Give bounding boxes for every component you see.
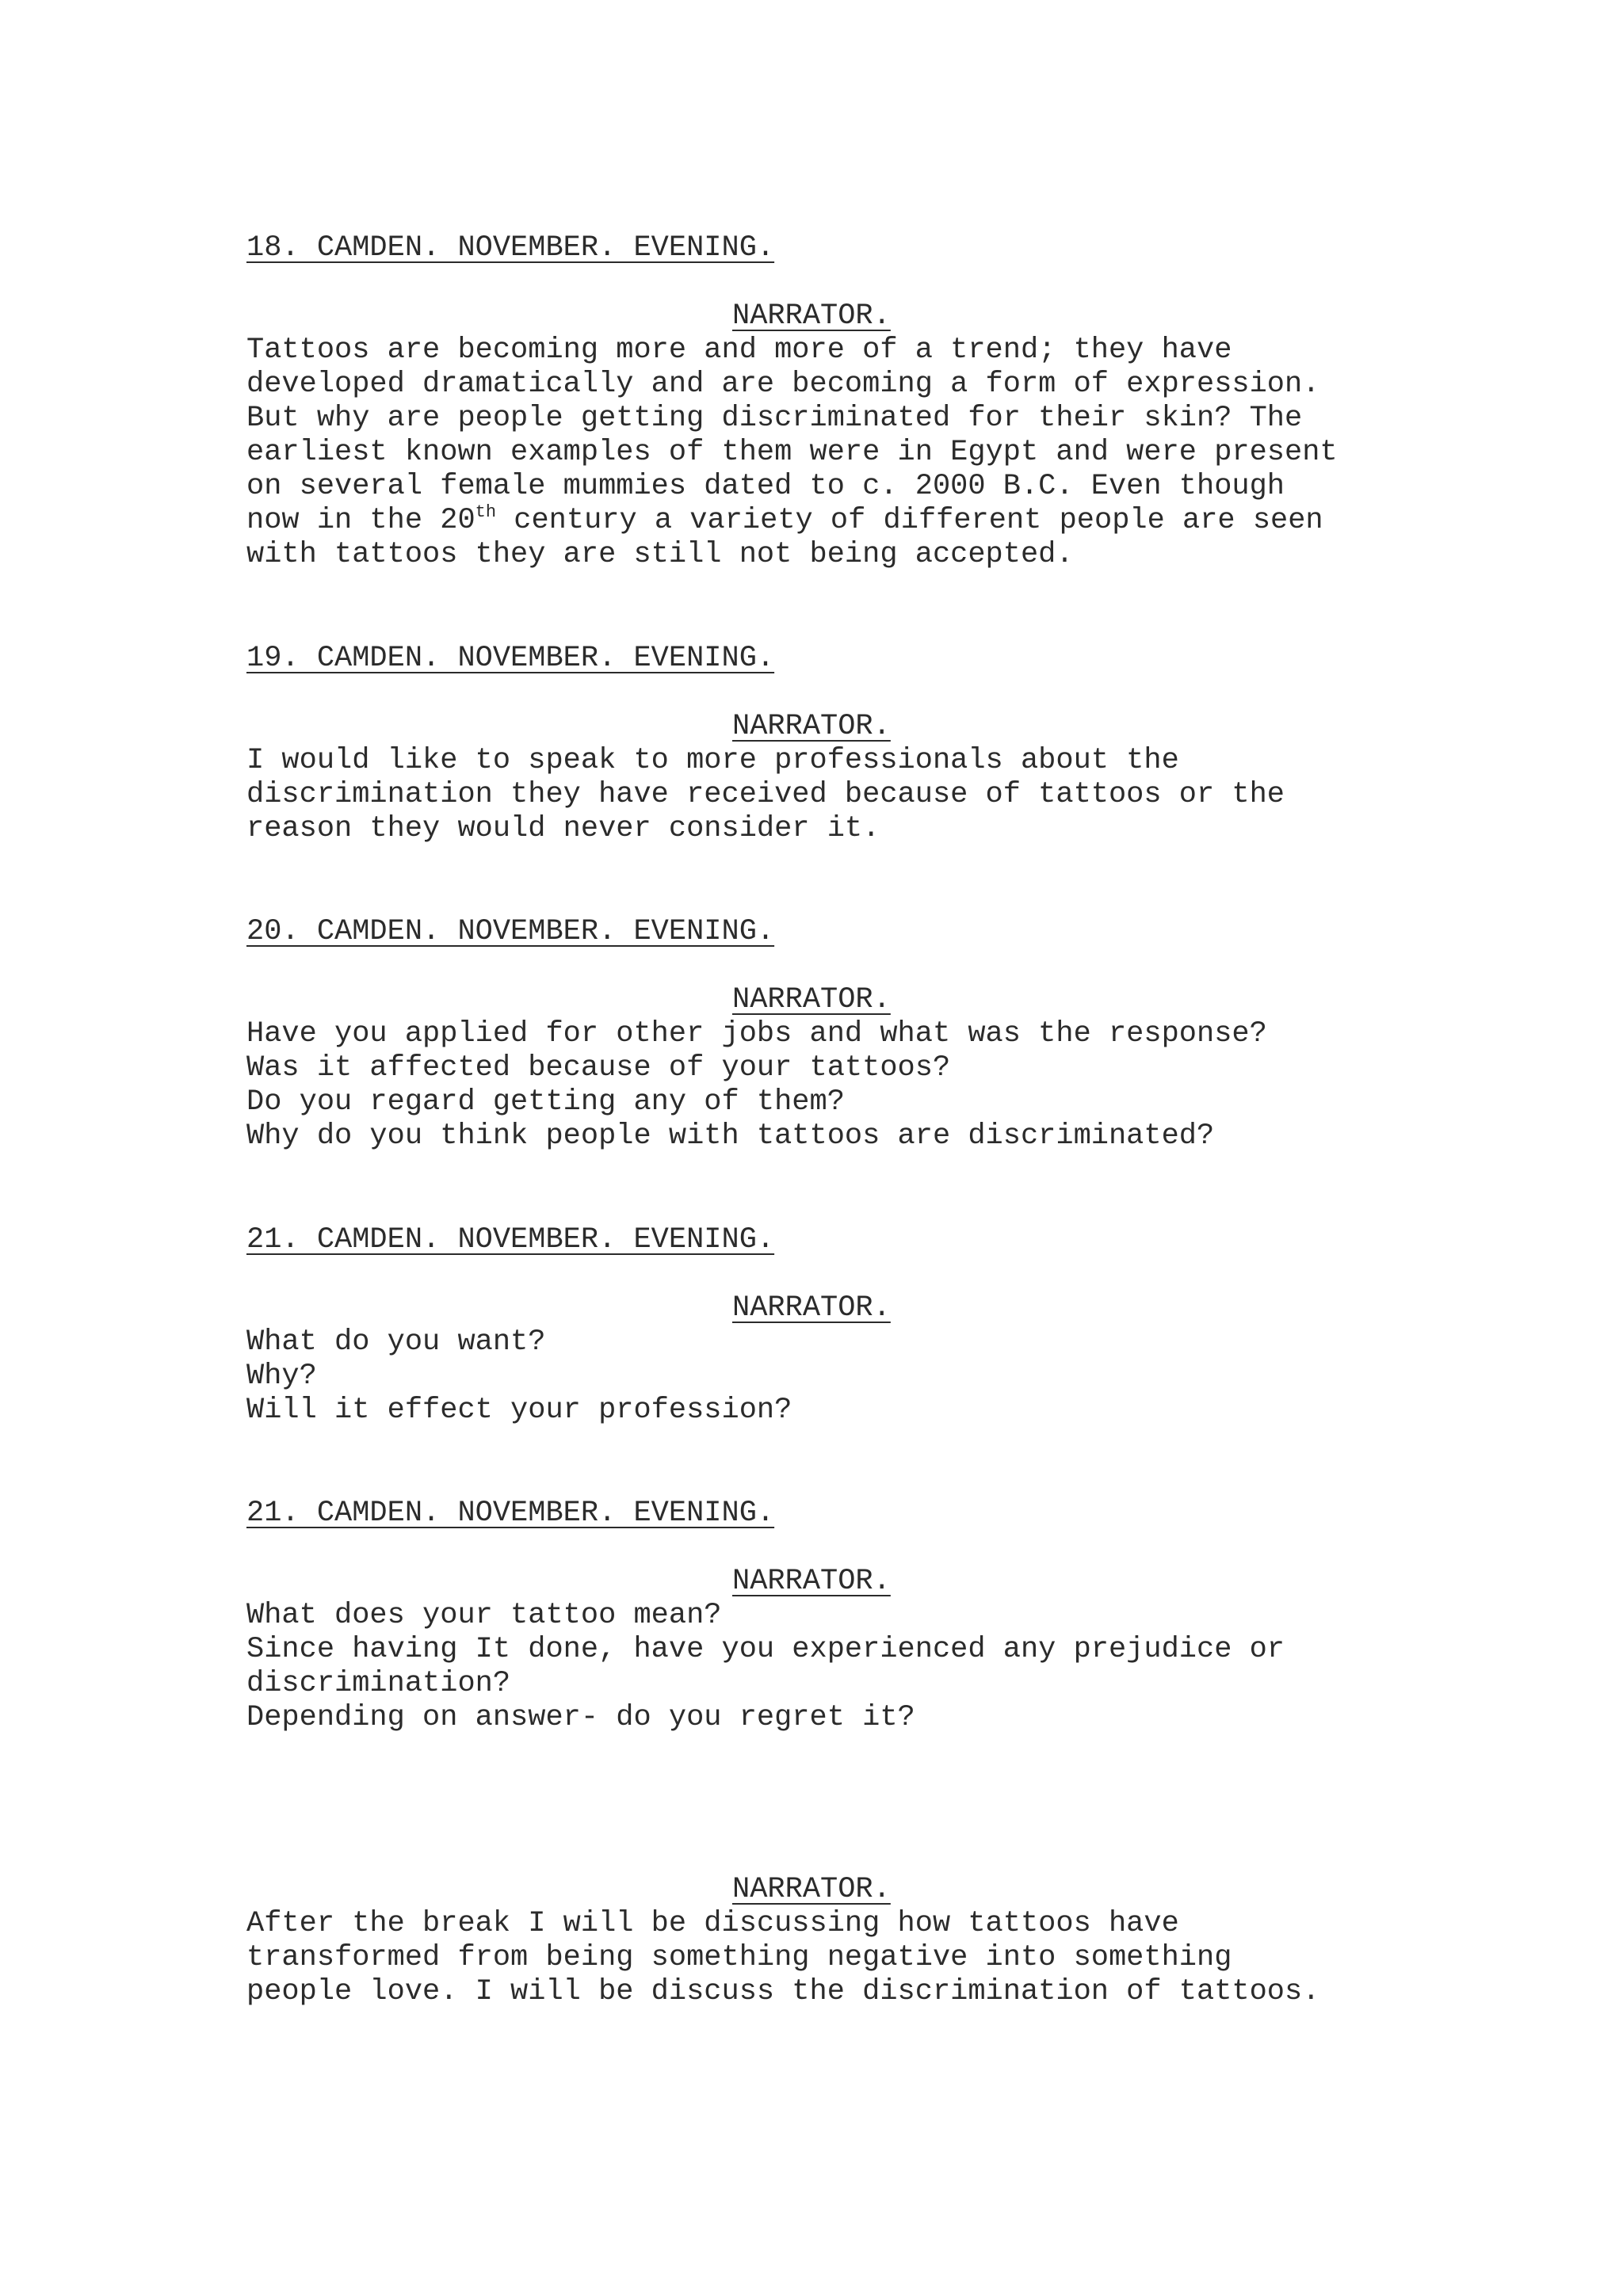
dialogue-line: Will it effect your profession? [246, 1394, 792, 1427]
character-cue: NARRATOR. [732, 710, 891, 743]
dialogue-line: Do you regard getting any of them? [246, 1085, 845, 1119]
character-cue: NARRATOR. [732, 1291, 891, 1325]
character-cue: NARRATOR. [732, 299, 891, 333]
scene-heading: 18. CAMDEN. NOVEMBER. EVENING. [246, 231, 775, 265]
dialogue-line: Why? [246, 1360, 317, 1393]
dialogue-text: now in the 20 [246, 504, 475, 537]
dialogue [246, 1325, 792, 1428]
dialogue-text: century a variety of different people are seen [496, 504, 1323, 537]
dialogue-line: earliest known examples of them were in Egypt and were present [246, 436, 1338, 469]
dialogue-line: discrimination? [246, 1667, 511, 1700]
dialogue-line: with tattoos they are still not being accepted. [246, 538, 1074, 571]
dialogue [246, 334, 1338, 572]
dialogue-line: developed dramatically and are becoming a form of expression. [246, 368, 1320, 401]
ordinal-suffix: th [475, 502, 497, 522]
dialogue-line [246, 504, 1338, 538]
dialogue-line: But why are people getting discriminated for their skin? The [246, 402, 1303, 435]
dialogue-line: Depending on answer- do you regret it? [246, 1701, 915, 1734]
dialogue-line: Tattoos are becoming more and more of a trend; they have [246, 334, 1232, 367]
scene-heading: 20. CAMDEN. NOVEMBER. EVENING. [246, 915, 775, 948]
character-cue: NARRATOR. [732, 983, 891, 1016]
dialogue-line: people love. I will be discuss the discrimination of tattoos. [246, 1975, 1320, 2008]
character-cue: NARRATOR. [732, 1565, 891, 1598]
dialogue-line: transformed from being something negative into something [246, 1941, 1232, 1974]
scene-heading: 21. CAMDEN. NOVEMBER. EVENING. [246, 1497, 775, 1530]
scene-heading: 21. CAMDEN. NOVEMBER. EVENING. [246, 1223, 775, 1257]
character-cue: NARRATOR. [732, 1873, 891, 1906]
dialogue-line: reason they would never consider it. [246, 812, 880, 845]
dialogue [246, 1907, 1319, 2009]
dialogue-line: After the break I will be discussing how tattoos have [246, 1907, 1179, 1940]
dialogue [246, 744, 1285, 846]
dialogue-line: on several female mummies dated to c. 2000 B.C. Even though [246, 470, 1285, 503]
scene-heading: 19. CAMDEN. NOVEMBER. EVENING. [246, 642, 775, 675]
dialogue-line: Why do you think people with tattoos are discriminated? [246, 1119, 1215, 1153]
dialogue-line: Was it affected because of your tattoos? [246, 1051, 951, 1085]
dialogue-line: What do you want? [246, 1325, 546, 1359]
dialogue-line: What does your tattoo mean? [246, 1599, 722, 1632]
dialogue [246, 1017, 1267, 1154]
dialogue-line: Since having It done, have you experienced any prejudice or [246, 1633, 1285, 1666]
dialogue-line: Have you applied for other jobs and what was the response? [246, 1017, 1267, 1051]
dialogue-line: discrimination they have received because of tattoos or the [246, 778, 1285, 811]
dialogue-line: I would like to speak to more professionals about the [246, 744, 1179, 777]
dialogue [246, 1599, 1285, 1735]
